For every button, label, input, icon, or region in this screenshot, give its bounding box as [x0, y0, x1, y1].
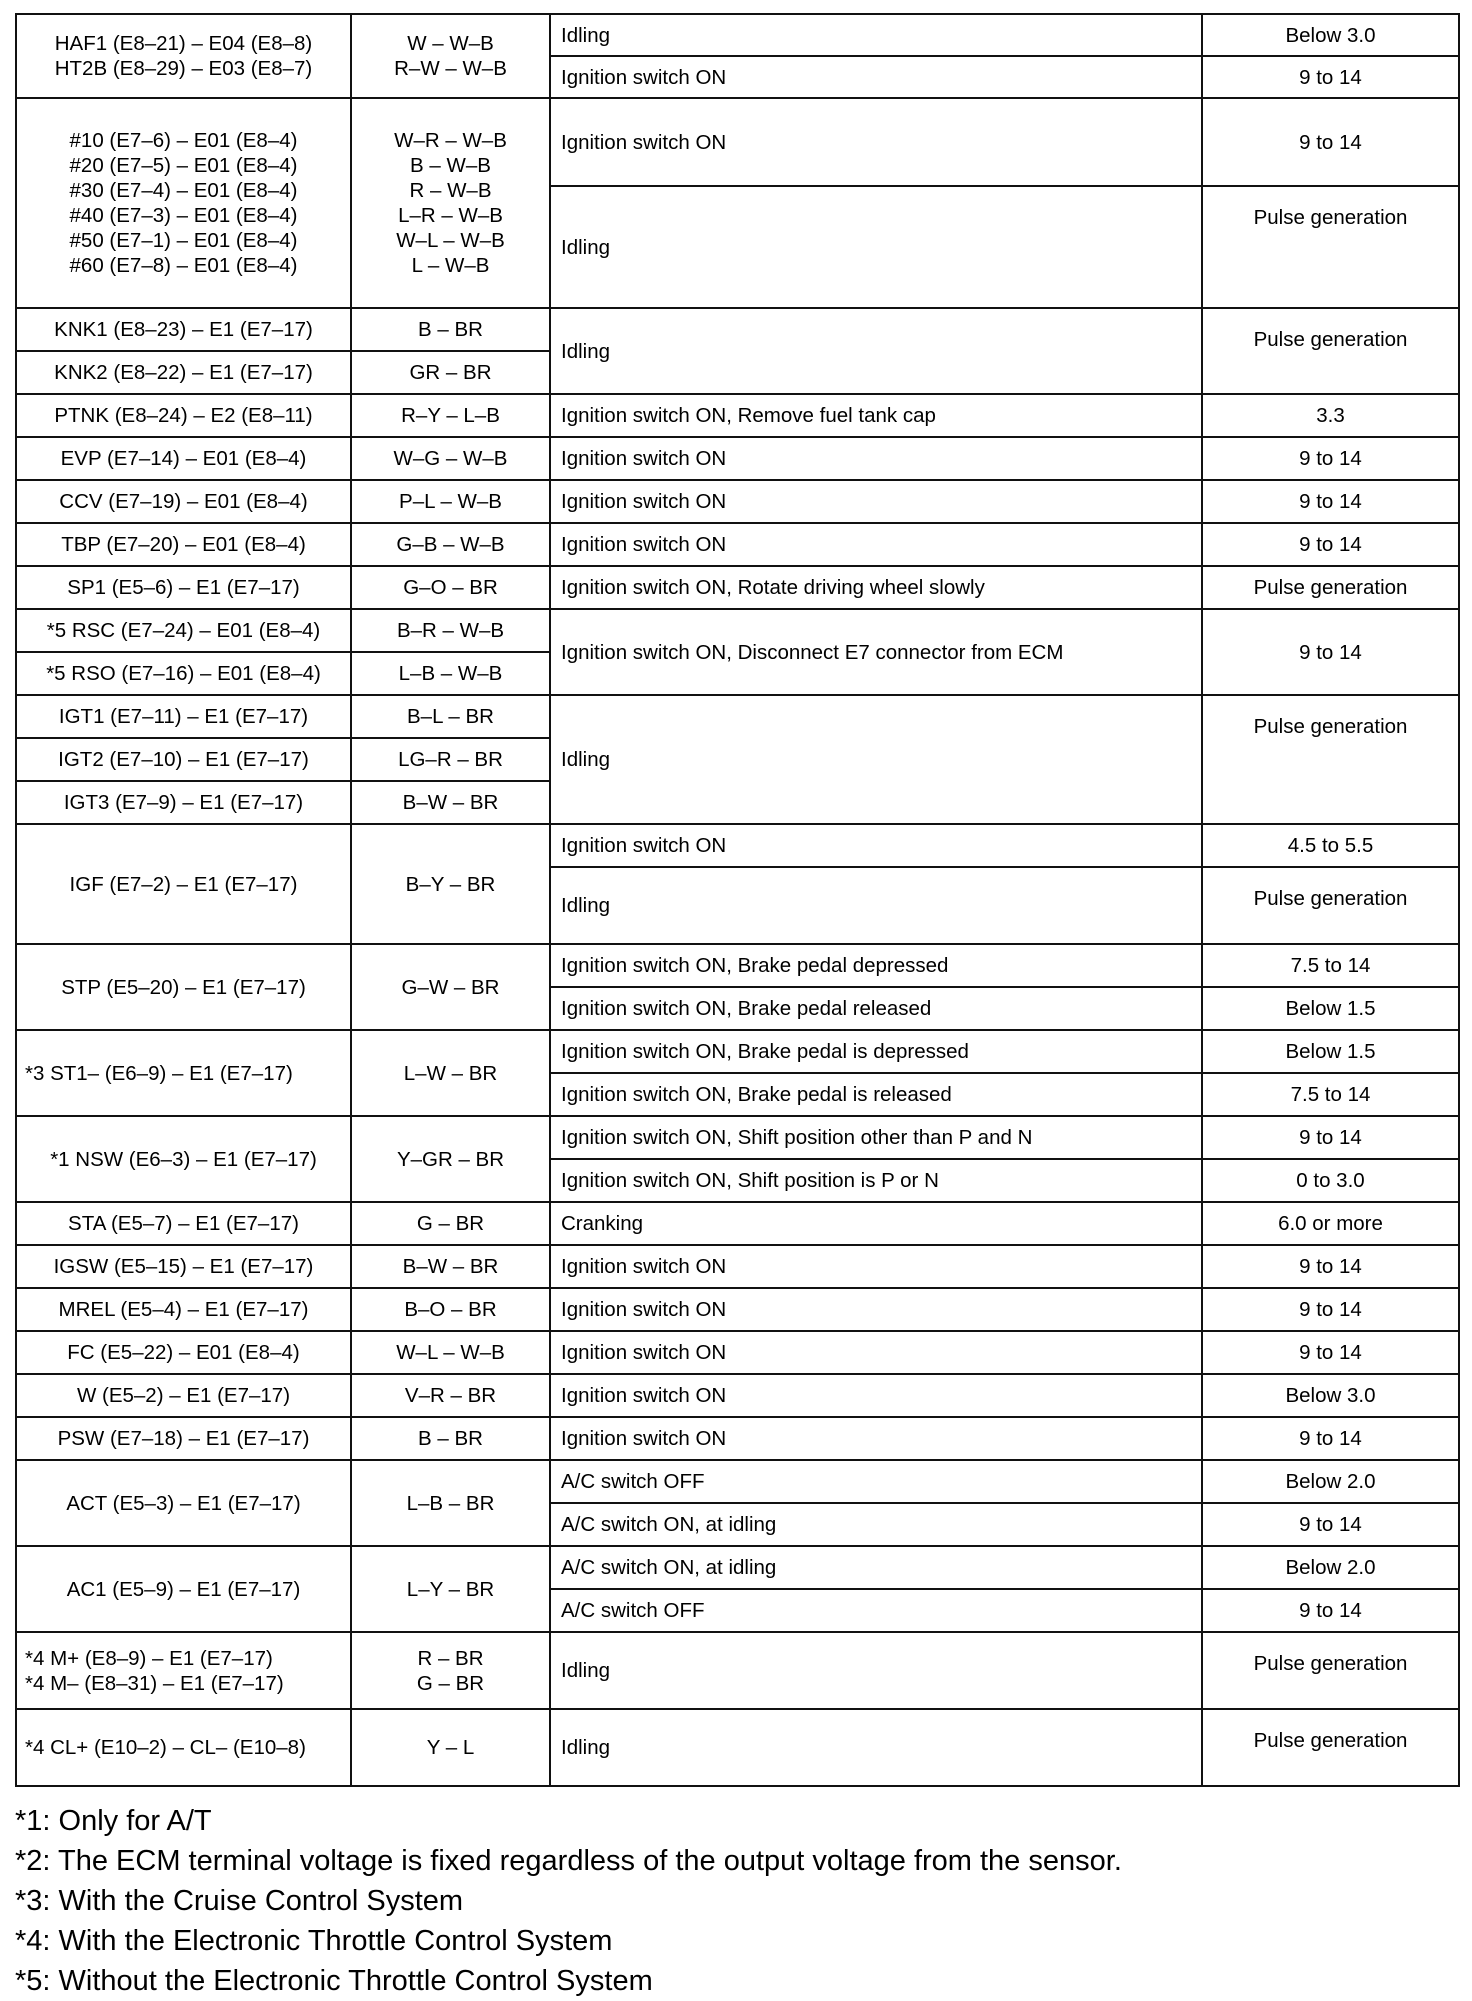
table-row — [16, 944, 1459, 987]
specified-condition-cell: Below 2.0 — [1202, 1460, 1459, 1503]
wiring-color-label: P–L – W–B — [399, 490, 502, 513]
terminal-label: #20 (E7–5) – E01 (E8–4) — [69, 154, 298, 177]
wiring-color-cell — [351, 566, 550, 609]
table-row — [16, 609, 1459, 652]
wiring-color-cell — [351, 781, 550, 824]
wiring-color-label: L – W–B — [411, 254, 490, 277]
terminal-label: *4 M– (E8–31) – E1 (E7–17) — [25, 1671, 284, 1695]
terminal-label: #40 (E7–3) – E01 (E8–4) — [69, 204, 298, 227]
specified-condition-cell: 9 to 14 — [1202, 1116, 1459, 1159]
condition-cell: Idling — [550, 1632, 1202, 1709]
condition-cell: Ignition switch ON — [550, 523, 1202, 566]
terminal-label: IGSW (E5–15) – E1 (E7–17) — [53, 1255, 314, 1278]
specified-condition-cell: 7.5 to 14 — [1202, 944, 1459, 987]
wiring-color-cell — [351, 1709, 550, 1786]
specified-condition-cell: 9 to 14 — [1202, 609, 1459, 695]
condition-cell: Idling — [550, 867, 1202, 944]
condition-cell: Idling — [550, 695, 1202, 824]
specified-condition-cell: 9 to 14 — [1202, 437, 1459, 480]
wiring-color-label: B–W – BR — [402, 791, 499, 814]
footnote: *2: The ECM terminal voltage is fixed regardless of the output voltage from the sensor. — [15, 1845, 1122, 1877]
wiring-color-cell — [351, 1460, 550, 1546]
terminal-cell — [16, 98, 351, 308]
wiring-color-cell — [351, 652, 550, 695]
specified-condition-cell: 9 to 14 — [1202, 1589, 1459, 1632]
table-row — [16, 1202, 1459, 1245]
table-row — [16, 1709, 1459, 1786]
footnote: *4: With the Electronic Throttle Control System — [15, 1925, 613, 1957]
terminal-label: *5 RSO (E7–16) – E01 (E8–4) — [46, 662, 321, 685]
terminal-cell — [16, 1546, 351, 1632]
wiring-color-label: G – BR — [416, 1212, 485, 1235]
wiring-color-cell — [351, 1632, 550, 1709]
terminal-label: #60 (E7–8) – E01 (E8–4) — [69, 254, 298, 277]
footnote: *5: Without the Electronic Throttle Control System — [15, 1965, 653, 1997]
terminal-label: PSW (E7–18) – E1 (E7–17) — [57, 1427, 310, 1450]
table-row — [16, 1331, 1459, 1374]
table-row — [16, 824, 1459, 867]
terminal-label: SP1 (E5–6) – E1 (E7–17) — [67, 576, 300, 599]
ecm-table-body — [16, 14, 1459, 1786]
condition-cell: Ignition switch ON — [550, 1331, 1202, 1374]
footnote: *1: Only for A/T — [15, 1805, 212, 1837]
terminal-label: *1 NSW (E6–3) – E1 (E7–17) — [50, 1147, 317, 1171]
condition-cell: Idling — [550, 1709, 1202, 1786]
terminal-cell — [16, 1030, 351, 1116]
condition-cell: Ignition switch ON — [550, 1245, 1202, 1288]
specified-condition-cell: 3.3 — [1202, 394, 1459, 437]
condition-cell: Ignition switch ON, Disconnect E7 connector from ECM — [550, 609, 1202, 695]
table-row — [16, 480, 1459, 523]
terminal-label: FC (E5–22) – E01 (E8–4) — [67, 1341, 300, 1364]
wiring-color-cell — [351, 351, 550, 394]
specified-condition-cell: Pulse generation — [1202, 566, 1459, 609]
wiring-color-label: Y – L — [426, 1736, 475, 1759]
condition-cell: A/C switch ON, at idling — [550, 1546, 1202, 1589]
specified-condition-cell: Below 3.0 — [1202, 1374, 1459, 1417]
terminal-label: *4 M+ (E8–9) – E1 (E7–17) — [25, 1646, 273, 1670]
terminal-cell — [16, 944, 351, 1030]
terminal-cell — [16, 1709, 351, 1786]
table-row — [16, 1374, 1459, 1417]
terminal-label: KNK1 (E8–23) – E1 (E7–17) — [54, 318, 313, 341]
terminal-label: *3 ST1– (E6–9) – E1 (E7–17) — [25, 1061, 293, 1085]
wiring-color-cell — [351, 1202, 550, 1245]
terminal-label: *4 CL+ (E10–2) – CL– (E10–8) — [25, 1736, 306, 1759]
specified-condition-cell: 9 to 14 — [1202, 56, 1459, 98]
wiring-color-cell — [351, 1417, 550, 1460]
wiring-color-label: R–Y – L–B — [401, 404, 500, 427]
table-row — [16, 1417, 1459, 1460]
wiring-color-label: W–L – W–B — [396, 1341, 505, 1364]
terminal-cell — [16, 14, 351, 98]
wiring-color-label: W–L – W–B — [396, 229, 505, 252]
terminal-cell — [16, 308, 351, 351]
wiring-color-label: G – BR — [416, 1671, 485, 1695]
specified-condition-cell: 9 to 14 — [1202, 1503, 1459, 1546]
terminal-cell — [16, 1202, 351, 1245]
wiring-color-cell — [351, 1546, 550, 1632]
terminal-cell — [16, 781, 351, 824]
specified-condition-cell: Pulse generation — [1202, 867, 1459, 944]
condition-cell: Cranking — [550, 1202, 1202, 1245]
condition-cell: Idling — [550, 186, 1202, 308]
terminal-cell — [16, 1632, 351, 1709]
condition-cell: Ignition switch ON, Remove fuel tank cap — [550, 394, 1202, 437]
condition-cell: Ignition switch ON, Brake pedal released — [550, 987, 1202, 1030]
wiring-color-label: G–O – BR — [403, 576, 498, 599]
condition-cell: Ignition switch ON — [550, 1374, 1202, 1417]
wiring-color-label: L–W – BR — [403, 1061, 498, 1085]
wiring-color-cell — [351, 394, 550, 437]
wiring-color-label: G–W – BR — [401, 975, 500, 999]
wiring-color-cell — [351, 308, 550, 351]
specified-condition-cell: 9 to 14 — [1202, 480, 1459, 523]
condition-cell: Ignition switch ON, Brake pedal is released — [550, 1073, 1202, 1116]
wiring-color-label: Y–GR – BR — [396, 1147, 505, 1171]
condition-cell: Idling — [550, 308, 1202, 394]
specified-condition-cell: 9 to 14 — [1202, 1245, 1459, 1288]
terminal-cell — [16, 480, 351, 523]
wiring-color-cell — [351, 98, 550, 308]
condition-cell: Ignition switch ON — [550, 1288, 1202, 1331]
specified-condition-cell: Below 1.5 — [1202, 987, 1459, 1030]
terminal-label: #30 (E7–4) – E01 (E8–4) — [69, 179, 298, 202]
terminal-cell — [16, 1116, 351, 1202]
terminal-label: IGT2 (E7–10) – E1 (E7–17) — [58, 748, 309, 771]
terminal-label: IGT3 (E7–9) – E1 (E7–17) — [63, 791, 304, 814]
wiring-color-cell — [351, 695, 550, 738]
table-row — [16, 1288, 1459, 1331]
terminal-cell — [16, 394, 351, 437]
terminal-label: IGT1 (E7–11) – E1 (E7–17) — [58, 705, 309, 728]
table-row — [16, 308, 1459, 351]
terminal-label: HAF1 (E8–21) – E04 (E8–8) — [54, 32, 313, 55]
wiring-color-label: B – W–B — [410, 154, 491, 177]
specified-condition-cell: 9 to 14 — [1202, 523, 1459, 566]
wiring-color-label: R–W – W–B — [394, 57, 507, 80]
wiring-color-cell — [351, 1245, 550, 1288]
wiring-color-cell — [351, 437, 550, 480]
wiring-color-label: L–B – BR — [406, 1491, 495, 1515]
terminal-label: TBP (E7–20) – E01 (E8–4) — [61, 533, 306, 556]
specified-condition-cell: Pulse generation — [1202, 186, 1459, 308]
wiring-color-cell — [351, 1030, 550, 1116]
condition-cell: Ignition switch ON — [550, 824, 1202, 867]
terminal-cell — [16, 351, 351, 394]
wiring-color-cell — [351, 609, 550, 652]
wiring-color-label: R – BR — [417, 1646, 484, 1670]
wiring-color-label: R – W–B — [409, 179, 492, 202]
wiring-color-label: V–R – BR — [404, 1384, 497, 1407]
specified-condition-cell: 9 to 14 — [1202, 1417, 1459, 1460]
wiring-color-label: L–Y – BR — [406, 1577, 495, 1601]
wiring-color-label: W–G – W–B — [393, 447, 508, 470]
wiring-color-label: B–R – W–B — [396, 619, 505, 642]
wiring-color-label: W – W–B — [407, 32, 494, 55]
table-row — [16, 98, 1459, 186]
terminal-label: MREL (E5–4) – E1 (E7–17) — [58, 1298, 309, 1321]
condition-cell: Ignition switch ON, Shift position other than P and N — [550, 1116, 1202, 1159]
terminal-label: HT2B (E8–29) – E03 (E8–7) — [54, 57, 313, 80]
wiring-color-cell — [351, 1374, 550, 1417]
terminal-label: KNK2 (E8–22) – E1 (E7–17) — [54, 361, 313, 384]
terminal-cell — [16, 1417, 351, 1460]
wiring-color-cell — [351, 944, 550, 1030]
terminal-label: STA (E5–7) – E1 (E7–17) — [68, 1212, 299, 1235]
condition-cell: A/C switch ON, at idling — [550, 1503, 1202, 1546]
wiring-color-label: B–W – BR — [402, 1255, 499, 1278]
wiring-color-cell — [351, 1288, 550, 1331]
terminal-label: EVP (E7–14) – E01 (E8–4) — [60, 447, 307, 470]
terminal-label: CCV (E7–19) – E01 (E8–4) — [59, 490, 308, 513]
wiring-color-cell — [351, 824, 550, 944]
wiring-color-label: B – BR — [418, 318, 483, 341]
wiring-color-label: B–L – BR — [407, 705, 494, 728]
table-row — [16, 437, 1459, 480]
table-row — [16, 1245, 1459, 1288]
specified-condition-cell: Pulse generation — [1202, 695, 1459, 824]
footnote: *3: With the Cruise Control System — [15, 1885, 464, 1917]
terminal-cell — [16, 738, 351, 781]
terminal-label: STP (E5–20) – E1 (E7–17) — [61, 975, 306, 999]
terminal-cell — [16, 1245, 351, 1288]
specified-condition-cell: Below 1.5 — [1202, 1030, 1459, 1073]
terminal-label: #10 (E7–6) – E01 (E8–4) — [69, 129, 298, 152]
specified-condition-cell: 6.0 or more — [1202, 1202, 1459, 1245]
wiring-color-cell — [351, 738, 550, 781]
terminal-cell — [16, 695, 351, 738]
wiring-color-label: L–R – W–B — [398, 204, 503, 227]
terminal-label: AC1 (E5–9) – E1 (E7–17) — [66, 1577, 301, 1601]
wiring-color-label: W–R – W–B — [394, 129, 507, 152]
condition-cell: Ignition switch ON — [550, 98, 1202, 186]
table-row — [16, 14, 1459, 56]
condition-cell: Ignition switch ON — [550, 437, 1202, 480]
terminal-label: IGF (E7–2) – E1 (E7–17) — [69, 872, 298, 896]
terminal-cell — [16, 1374, 351, 1417]
wiring-color-label: L–B – W–B — [398, 662, 503, 685]
ecm-terminal-table — [15, 13, 1460, 1787]
condition-cell: Ignition switch ON, Brake pedal depressed — [550, 944, 1202, 987]
condition-cell: Idling — [550, 14, 1202, 56]
terminal-cell — [16, 1460, 351, 1546]
terminal-cell — [16, 824, 351, 944]
specified-condition-cell: Pulse generation — [1202, 1709, 1459, 1786]
table-row — [16, 1030, 1459, 1073]
condition-cell: Ignition switch ON — [550, 1417, 1202, 1460]
wiring-color-cell — [351, 1116, 550, 1202]
wiring-color-cell — [351, 523, 550, 566]
wiring-color-label: G–B – W–B — [396, 533, 505, 556]
specified-condition-cell: 4.5 to 5.5 — [1202, 824, 1459, 867]
condition-cell: Ignition switch ON, Brake pedal is depressed — [550, 1030, 1202, 1073]
terminal-cell — [16, 1331, 351, 1374]
table-row — [16, 1632, 1459, 1709]
condition-cell: A/C switch OFF — [550, 1589, 1202, 1632]
terminal-cell — [16, 566, 351, 609]
specified-condition-cell: 9 to 14 — [1202, 98, 1459, 186]
table-row — [16, 1460, 1459, 1503]
terminal-cell — [16, 1288, 351, 1331]
table-row — [16, 394, 1459, 437]
wiring-color-cell — [351, 14, 550, 98]
specified-condition-cell: Below 3.0 — [1202, 14, 1459, 56]
wiring-color-cell — [351, 480, 550, 523]
condition-cell: Ignition switch ON — [550, 56, 1202, 98]
specified-condition-cell: Pulse generation — [1202, 308, 1459, 394]
wiring-color-label: GR – BR — [409, 361, 492, 384]
footnotes — [15, 1801, 1455, 2001]
terminal-cell — [16, 437, 351, 480]
wiring-color-label: LG–R – BR — [398, 748, 503, 771]
terminal-cell — [16, 523, 351, 566]
table-row — [16, 695, 1459, 738]
terminal-label: PTNK (E8–24) – E2 (E8–11) — [54, 404, 313, 427]
wiring-color-label: B–O – BR — [404, 1298, 497, 1321]
specified-condition-cell: 9 to 14 — [1202, 1331, 1459, 1374]
wiring-color-cell — [351, 1331, 550, 1374]
terminal-cell — [16, 609, 351, 652]
specified-condition-cell: 0 to 3.0 — [1202, 1159, 1459, 1202]
specified-condition-cell: 7.5 to 14 — [1202, 1073, 1459, 1116]
table-row — [16, 1546, 1459, 1589]
table-row — [16, 1116, 1459, 1159]
wiring-color-label: B – BR — [418, 1427, 483, 1450]
wiring-color-label: B–Y – BR — [405, 872, 496, 896]
specified-condition-cell: 9 to 14 — [1202, 1288, 1459, 1331]
terminal-label: #50 (E7–1) – E01 (E8–4) — [69, 229, 298, 252]
condition-cell: Ignition switch ON, Rotate driving wheel slowly — [550, 566, 1202, 609]
terminal-cell — [16, 652, 351, 695]
specified-condition-cell: Below 2.0 — [1202, 1546, 1459, 1589]
terminal-label: ACT (E5–3) – E1 (E7–17) — [66, 1491, 301, 1515]
table-row — [16, 523, 1459, 566]
terminal-label: *5 RSC (E7–24) – E01 (E8–4) — [46, 619, 321, 642]
condition-cell: Ignition switch ON, Shift position is P or N — [550, 1159, 1202, 1202]
condition-cell: Ignition switch ON — [550, 480, 1202, 523]
specified-condition-cell: Pulse generation — [1202, 1632, 1459, 1709]
terminal-label: W (E5–2) – E1 (E7–17) — [76, 1384, 291, 1407]
condition-cell: A/C switch OFF — [550, 1460, 1202, 1503]
table-row — [16, 566, 1459, 609]
